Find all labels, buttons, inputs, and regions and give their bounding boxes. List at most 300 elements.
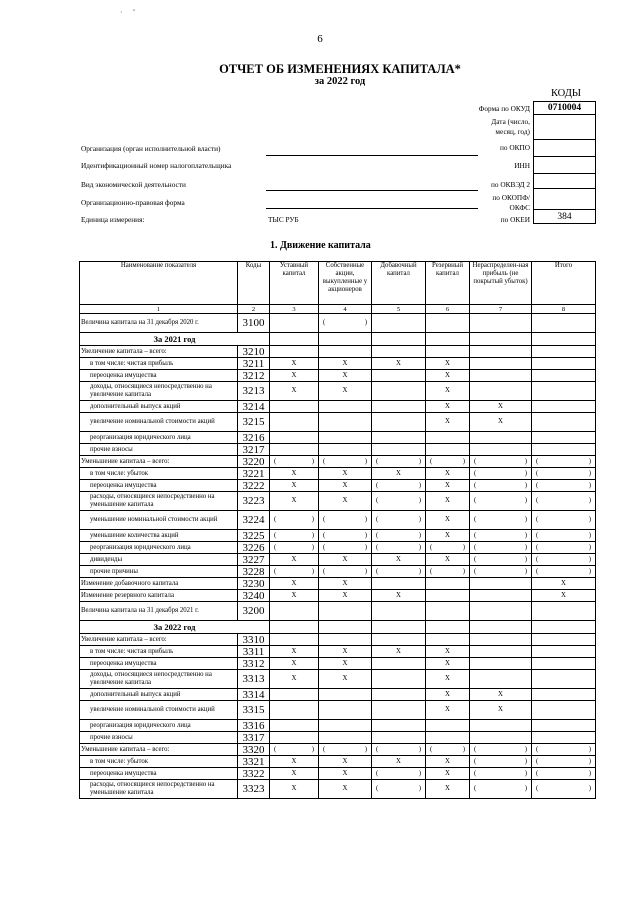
row-label: в том числе: убыток <box>80 468 238 480</box>
value-cell: X <box>270 670 319 689</box>
value-cell <box>372 492 426 511</box>
row-label: Изменение резервного капитала <box>80 590 238 602</box>
row-code: 3312 <box>238 658 270 670</box>
okpo-label: по ОКПО <box>499 143 530 152</box>
value-cell <box>532 413 596 432</box>
row-label: Изменение добавочного капитала <box>80 578 238 590</box>
okei-label: по ОКЕИ <box>500 215 530 224</box>
value-cell: X <box>319 646 372 658</box>
okved-code <box>534 174 596 189</box>
value-cell <box>270 602 319 621</box>
row-label: доходы, относящиеся непосредственно на увеличение капитала <box>80 382 238 401</box>
parenthesis-cell: ( ) <box>274 457 314 465</box>
value-cell: X <box>426 658 470 670</box>
value-cell <box>532 511 596 530</box>
value-cell <box>372 732 426 744</box>
parenthesis-cell: ( ) <box>474 757 527 765</box>
value-cell <box>319 542 372 554</box>
value-cell <box>426 720 470 732</box>
value-cell <box>470 670 532 689</box>
row-code: 3227 <box>238 554 270 566</box>
row-label: расходы, относящиеся непосредственно на уменьшение капитала <box>80 492 238 511</box>
col-number: 3 <box>270 305 319 314</box>
organization-label: Организация (орган исполнительной власти) <box>81 144 221 153</box>
value-cell <box>372 621 426 634</box>
report-subtitle: за 2022 год <box>314 76 366 87</box>
table-row <box>80 456 596 468</box>
parenthesis-cell: ( ) <box>474 469 527 477</box>
value-cell <box>470 744 532 756</box>
value-cell: X <box>319 358 372 370</box>
value-cell <box>470 468 532 480</box>
value-cell <box>532 492 596 511</box>
row-code: 3315 <box>238 701 270 720</box>
codes-table <box>533 101 596 224</box>
table-row <box>80 658 596 670</box>
parenthesis-cell: ( ) <box>536 469 591 477</box>
value-cell: X <box>426 670 470 689</box>
table-row <box>80 634 596 646</box>
row-code: 3215 <box>238 413 270 432</box>
value-cell <box>270 542 319 554</box>
value-cell: X <box>270 492 319 511</box>
value-cell <box>319 689 372 701</box>
parenthesis-cell: ( ) <box>536 757 591 765</box>
row-label: реорганизация юридического лица <box>80 542 238 554</box>
date-code <box>534 115 596 140</box>
parenthesis-cell: ( ) <box>323 543 367 551</box>
value-cell <box>470 511 532 530</box>
legal-form-line <box>266 208 478 209</box>
okud-label: Форма по ОКУД <box>478 104 530 113</box>
parenthesis-cell: ( ) <box>323 457 367 465</box>
value-cell: X <box>470 689 532 701</box>
value-cell <box>319 511 372 530</box>
value-cell <box>532 333 596 346</box>
value-cell: X <box>270 480 319 492</box>
row-label: расходы, относящиеся непосредственно на уменьшение капитала <box>80 780 238 799</box>
value-cell <box>470 554 532 566</box>
row-code: 3314 <box>238 689 270 701</box>
row-label: реорганизация юридического лица <box>80 432 238 444</box>
value-cell: X <box>372 554 426 566</box>
activity-line <box>266 190 478 191</box>
value-cell: X <box>319 480 372 492</box>
value-cell <box>532 670 596 689</box>
value-cell <box>270 456 319 468</box>
value-cell: X <box>319 768 372 780</box>
col-header-own-shares: Собственные акции, выкупленные у акционеров <box>319 262 372 305</box>
value-cell <box>470 346 532 358</box>
value-cell <box>532 370 596 382</box>
parenthesis-cell: ( ) <box>474 745 527 753</box>
value-cell: X <box>426 689 470 701</box>
value-cell <box>532 314 596 333</box>
value-cell: X <box>270 382 319 401</box>
row-code: 3225 <box>238 530 270 542</box>
value-cell: X <box>270 780 319 799</box>
value-cell <box>532 658 596 670</box>
row-label: Величина капитала на 31 декабря 2021 г. <box>80 602 238 621</box>
value-cell <box>372 370 426 382</box>
value-cell <box>270 689 319 701</box>
value-cell <box>532 554 596 566</box>
row-code: 3320 <box>238 744 270 756</box>
value-cell <box>270 333 319 346</box>
value-cell <box>470 382 532 401</box>
value-cell <box>470 492 532 511</box>
parenthesis-cell: ( ) <box>536 745 591 753</box>
okei-code: 384 <box>534 210 596 224</box>
value-cell <box>372 456 426 468</box>
value-cell: X <box>319 468 372 480</box>
value-cell <box>532 701 596 720</box>
value-cell <box>470 358 532 370</box>
table-row <box>80 720 596 732</box>
table-row <box>80 744 596 756</box>
row-code: 3228 <box>238 566 270 578</box>
row-label: уменьшение номинальной стоимости акций <box>80 511 238 530</box>
row-label: переоценка имущества <box>80 768 238 780</box>
parenthesis-cell: ( ) <box>536 555 591 563</box>
value-cell <box>319 401 372 413</box>
value-cell: X <box>426 646 470 658</box>
codes-header: КОДЫ <box>550 88 582 99</box>
value-cell: X <box>426 701 470 720</box>
row-label: Уменьшение капитала – всего: <box>80 744 238 756</box>
table-row <box>80 401 596 413</box>
row-code: 3222 <box>238 480 270 492</box>
value-cell <box>532 456 596 468</box>
value-cell: X <box>270 468 319 480</box>
parenthesis-cell: ( ) <box>274 567 314 575</box>
value-cell: X <box>319 370 372 382</box>
inn-code <box>534 157 596 174</box>
table-row <box>80 780 596 799</box>
parenthesis-cell: ( ) <box>474 481 527 489</box>
row-code: 3323 <box>238 780 270 799</box>
value-cell <box>372 432 426 444</box>
value-cell <box>532 646 596 658</box>
value-cell <box>270 413 319 432</box>
value-cell: X <box>426 370 470 382</box>
row-code: 3212 <box>238 370 270 382</box>
value-cell <box>532 566 596 578</box>
value-cell <box>270 314 319 333</box>
value-cell <box>426 578 470 590</box>
value-cell <box>532 720 596 732</box>
parenthesis-cell: ( ) <box>376 457 421 465</box>
table-row <box>80 511 596 530</box>
value-cell: X <box>270 358 319 370</box>
value-cell <box>532 382 596 401</box>
value-cell <box>470 530 532 542</box>
row-code: 3210 <box>238 346 270 358</box>
value-cell <box>372 744 426 756</box>
value-cell: X <box>426 530 470 542</box>
parenthesis-cell: ( ) <box>536 516 591 523</box>
value-cell <box>532 444 596 456</box>
value-cell <box>532 358 596 370</box>
value-cell: X <box>319 492 372 511</box>
row-label: увеличение номинальной стоимости акций <box>80 413 238 432</box>
value-cell <box>319 566 372 578</box>
table-row <box>80 670 596 689</box>
value-cell <box>372 566 426 578</box>
parenthesis-cell: ( ) <box>274 745 314 753</box>
value-cell <box>532 634 596 646</box>
value-cell <box>372 658 426 670</box>
section-title: 1. Движение капитала <box>270 240 371 251</box>
row-label: переоценка имущества <box>80 480 238 492</box>
parenthesis-cell: ( ) <box>430 457 465 465</box>
table-row <box>80 444 596 456</box>
value-cell <box>372 530 426 542</box>
parenthesis-cell: ( ) <box>376 481 421 489</box>
value-cell: X <box>470 401 532 413</box>
value-cell <box>470 432 532 444</box>
value-cell: X <box>319 382 372 401</box>
table-row <box>80 590 596 602</box>
value-cell <box>372 602 426 621</box>
value-cell <box>470 590 532 602</box>
value-cell: X <box>319 780 372 799</box>
value-cell <box>532 530 596 542</box>
table-row <box>80 578 596 590</box>
unit-value: ТЫС РУБ <box>268 215 299 224</box>
value-cell <box>372 578 426 590</box>
okved-label: по ОКВЭД 2 <box>490 180 530 189</box>
parenthesis-cell: ( ) <box>323 319 367 326</box>
row-code: 3211 <box>238 358 270 370</box>
row-label: переоценка имущества <box>80 370 238 382</box>
page-number: 6 <box>317 33 323 45</box>
value-cell <box>372 413 426 432</box>
value-cell <box>319 444 372 456</box>
table-row <box>80 566 596 578</box>
value-cell <box>532 744 596 756</box>
value-cell <box>426 602 470 621</box>
row-label: реорганизация юридического лица <box>80 720 238 732</box>
row-label: в том числе: чистая прибыль <box>80 358 238 370</box>
okopf-label-1: по ОКОПФ/ <box>492 193 530 202</box>
value-cell <box>319 314 372 333</box>
parenthesis-cell: ( ) <box>474 531 527 539</box>
table-row <box>80 492 596 511</box>
value-cell: X <box>319 670 372 689</box>
value-cell: X <box>372 646 426 658</box>
value-cell <box>270 530 319 542</box>
value-cell <box>319 720 372 732</box>
value-cell <box>470 578 532 590</box>
value-cell <box>426 456 470 468</box>
parenthesis-cell: ( ) <box>474 769 527 777</box>
value-cell <box>470 314 532 333</box>
okopf-label-2: ОКФС <box>509 203 530 212</box>
row-label: прочие взносы <box>80 444 238 456</box>
value-cell: X <box>319 578 372 590</box>
value-cell <box>470 542 532 554</box>
col-header-charter: Уставный капитал <box>270 262 319 305</box>
table-row <box>80 646 596 658</box>
parenthesis-cell: ( ) <box>376 543 421 551</box>
value-cell <box>270 621 319 634</box>
value-cell <box>372 444 426 456</box>
parenthesis-cell: ( ) <box>474 567 527 575</box>
row-code: 3321 <box>238 756 270 768</box>
table-row <box>80 530 596 542</box>
parenthesis-cell: ( ) <box>376 745 421 753</box>
parenthesis-cell: ( ) <box>274 543 314 551</box>
row-code: 3216 <box>238 432 270 444</box>
value-cell <box>532 346 596 358</box>
value-cell <box>372 634 426 646</box>
value-cell <box>426 732 470 744</box>
parenthesis-cell: ( ) <box>474 555 527 563</box>
value-cell: X <box>319 590 372 602</box>
value-cell <box>372 401 426 413</box>
value-cell <box>532 756 596 768</box>
value-cell <box>426 621 470 634</box>
value-cell <box>532 468 596 480</box>
row-label: дивиденды <box>80 554 238 566</box>
value-cell: X <box>532 578 596 590</box>
legal-form-label: Организационно-правовая форма <box>81 198 185 207</box>
col-number: 2 <box>238 305 270 314</box>
organization-line <box>266 155 478 156</box>
parenthesis-cell: ( ) <box>323 531 367 539</box>
value-cell: X <box>270 756 319 768</box>
parenthesis-cell: ( ) <box>323 516 367 523</box>
parenthesis-cell: ( ) <box>376 567 421 575</box>
value-cell <box>426 333 470 346</box>
value-cell <box>426 590 470 602</box>
value-cell <box>470 456 532 468</box>
capital-table <box>79 261 596 799</box>
value-cell <box>532 602 596 621</box>
value-cell <box>270 444 319 456</box>
row-label: Величина капитала на 31 декабря 2020 г. <box>80 314 238 333</box>
value-cell <box>270 566 319 578</box>
col-number: 5 <box>372 305 426 314</box>
value-cell <box>372 780 426 799</box>
row-label: уменьшение количества акций <box>80 530 238 542</box>
row-code: 3311 <box>238 646 270 658</box>
value-cell: X <box>426 468 470 480</box>
row-label: Увеличение капитала – всего: <box>80 346 238 358</box>
value-cell <box>426 432 470 444</box>
parenthesis-cell: ( ) <box>474 457 527 465</box>
parenthesis-cell: ( ) <box>474 516 527 523</box>
group-label: За 2022 год <box>80 621 270 634</box>
row-label: увеличение номинальной стоимости акций <box>80 701 238 720</box>
okud-code: 0710004 <box>534 102 596 115</box>
col-number: 6 <box>426 305 470 314</box>
value-cell: X <box>470 701 532 720</box>
table-row <box>80 370 596 382</box>
row-code: 3224 <box>238 511 270 530</box>
table-row <box>80 768 596 780</box>
group-row <box>80 333 596 346</box>
row-code: 3316 <box>238 720 270 732</box>
value-cell: X <box>319 554 372 566</box>
value-cell: X <box>319 658 372 670</box>
value-cell <box>532 780 596 799</box>
col-header-reserve: Резервный капитал <box>426 262 470 305</box>
value-cell: X <box>426 358 470 370</box>
value-cell <box>470 566 532 578</box>
value-cell <box>270 634 319 646</box>
value-cell <box>372 701 426 720</box>
row-label: Увеличение капитала – всего: <box>80 634 238 646</box>
okopf-code <box>534 189 596 210</box>
value-cell <box>470 646 532 658</box>
value-cell: X <box>426 492 470 511</box>
value-cell <box>319 333 372 346</box>
value-cell: X <box>426 413 470 432</box>
value-cell: X <box>426 480 470 492</box>
table-row <box>80 358 596 370</box>
value-cell: X <box>270 768 319 780</box>
col-number: 8 <box>532 305 596 314</box>
parenthesis-cell: ( ) <box>474 785 527 792</box>
header-marks: · ˘ <box>120 8 140 17</box>
parenthesis-cell: ( ) <box>536 785 591 792</box>
value-cell <box>426 314 470 333</box>
group-row <box>80 621 596 634</box>
table-row <box>80 480 596 492</box>
row-label: переоценка имущества <box>80 658 238 670</box>
value-cell <box>372 480 426 492</box>
date-label-2: месяц, год) <box>495 127 530 136</box>
parenthesis-cell: ( ) <box>536 457 591 465</box>
row-code: 3317 <box>238 732 270 744</box>
col-header-code: Коды <box>238 262 270 305</box>
parenthesis-cell: ( ) <box>430 745 465 753</box>
value-cell: X <box>426 756 470 768</box>
value-cell <box>372 333 426 346</box>
row-label: прочие взносы <box>80 732 238 744</box>
row-code: 3200 <box>238 602 270 621</box>
value-cell: X <box>426 511 470 530</box>
parenthesis-cell: ( ) <box>323 567 367 575</box>
table-row <box>80 382 596 401</box>
value-cell <box>319 732 372 744</box>
parenthesis-cell: ( ) <box>536 497 591 504</box>
value-cell: X <box>372 468 426 480</box>
value-cell <box>319 621 372 634</box>
parenthesis-cell: ( ) <box>430 543 465 551</box>
value-cell <box>319 413 372 432</box>
parenthesis-cell: ( ) <box>376 531 421 539</box>
value-cell <box>426 744 470 756</box>
value-cell <box>372 346 426 358</box>
value-cell <box>426 542 470 554</box>
row-label: Уменьшение капитала – всего: <box>80 456 238 468</box>
table-row <box>80 468 596 480</box>
value-cell: X <box>372 590 426 602</box>
row-code: 3230 <box>238 578 270 590</box>
value-cell <box>372 542 426 554</box>
value-cell <box>270 732 319 744</box>
table-row <box>80 756 596 768</box>
parenthesis-cell: ( ) <box>376 785 421 792</box>
value-cell <box>319 744 372 756</box>
parenthesis-cell: ( ) <box>323 745 367 753</box>
table-row <box>80 542 596 554</box>
value-cell <box>532 401 596 413</box>
col-number: 4 <box>319 305 372 314</box>
